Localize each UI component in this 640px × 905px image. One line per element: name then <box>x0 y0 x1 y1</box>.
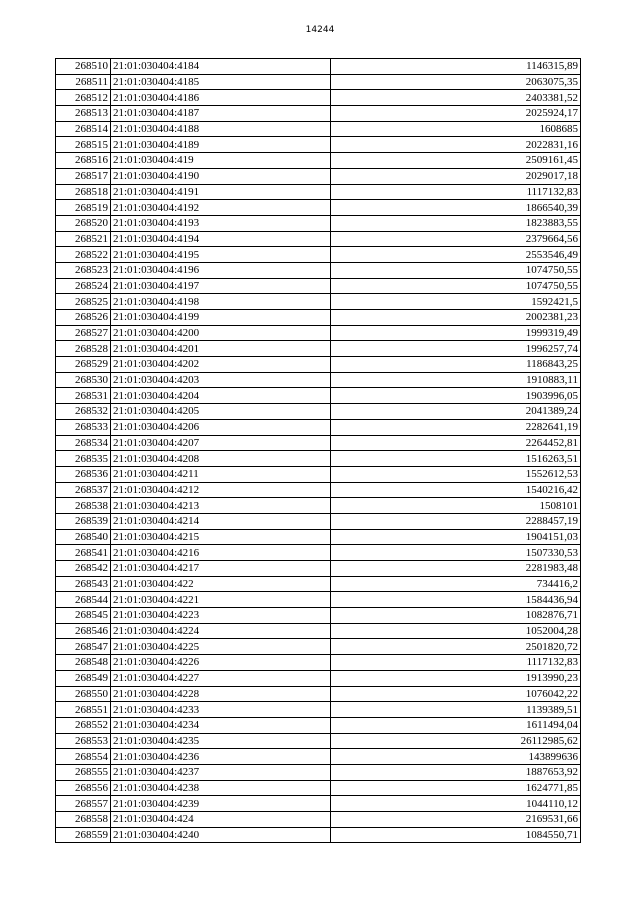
cadastral-number-cell: 21:01:030404:4206 <box>111 419 331 435</box>
cadastral-value-cell: 1584436,94 <box>331 592 581 608</box>
cadastral-value-cell: 1913990,23 <box>331 670 581 686</box>
cadastral-number-cell: 21:01:030404:4211 <box>111 466 331 482</box>
cadastral-value-cell: 2169531,66 <box>331 812 581 828</box>
cadastral-number-cell: 21:01:030404:4200 <box>111 325 331 341</box>
cadastral-value-cell: 2282641,19 <box>331 419 581 435</box>
table-body <box>56 59 581 843</box>
cadastral-number-cell: 21:01:030404:419 <box>111 153 331 169</box>
row-number-cell: 268527 <box>56 325 111 341</box>
cadastral-value-cell: 2379664,56 <box>331 231 581 247</box>
cadastral-number-cell: 21:01:030404:4197 <box>111 278 331 294</box>
table-row <box>56 466 581 482</box>
row-number-cell: 268552 <box>56 717 111 733</box>
cadastral-value-cell: 2041389,24 <box>331 404 581 420</box>
cadastral-number-cell: 21:01:030404:4191 <box>111 184 331 200</box>
table-row <box>56 372 581 388</box>
table-row <box>56 419 581 435</box>
table-row <box>56 608 581 624</box>
row-number-cell: 268555 <box>56 764 111 780</box>
row-number-cell: 268519 <box>56 200 111 216</box>
table-row <box>56 655 581 671</box>
cadastral-value-cell: 1084550,71 <box>331 827 581 843</box>
table-row <box>56 529 581 545</box>
cadastral-value-cell: 1552612,53 <box>331 466 581 482</box>
cadastral-number-cell: 21:01:030404:422 <box>111 576 331 592</box>
table-row <box>56 388 581 404</box>
row-number-cell: 268526 <box>56 310 111 326</box>
row-number-cell: 268544 <box>56 592 111 608</box>
cadastral-value-cell: 1608685 <box>331 121 581 137</box>
cadastral-number-cell: 21:01:030404:4234 <box>111 717 331 733</box>
cadastral-value-cell: 1117132,83 <box>331 655 581 671</box>
row-number-cell: 268531 <box>56 388 111 404</box>
cadastral-number-cell: 21:01:030404:4207 <box>111 435 331 451</box>
cadastral-value-cell: 1074750,55 <box>331 278 581 294</box>
table-row <box>56 639 581 655</box>
table-row <box>56 59 581 75</box>
cadastral-value-cell: 2002381,23 <box>331 310 581 326</box>
cadastral-number-cell: 21:01:030404:4187 <box>111 106 331 122</box>
table-row <box>56 498 581 514</box>
cadastral-value-cell: 1044110,12 <box>331 796 581 812</box>
cadastral-value-cell: 1996257,74 <box>331 341 581 357</box>
table-row <box>56 623 581 639</box>
cadastral-number-cell: 21:01:030404:4196 <box>111 262 331 278</box>
table-row <box>56 231 581 247</box>
table-row <box>56 247 581 263</box>
cadastral-value-cell: 2501820,72 <box>331 639 581 655</box>
row-number-cell: 268525 <box>56 294 111 310</box>
row-number-cell: 268536 <box>56 466 111 482</box>
cadastral-number-cell: 21:01:030404:4235 <box>111 733 331 749</box>
cadastral-value-cell: 1052004,28 <box>331 623 581 639</box>
cadastral-number-cell: 21:01:030404:4190 <box>111 168 331 184</box>
cadastral-value-cell: 1082876,71 <box>331 608 581 624</box>
cadastral-value-cell: 1887653,92 <box>331 764 581 780</box>
cadastral-number-cell: 21:01:030404:4205 <box>111 404 331 420</box>
table-row <box>56 137 581 153</box>
row-number-cell: 268515 <box>56 137 111 153</box>
cadastral-number-cell: 21:01:030404:4189 <box>111 137 331 153</box>
cadastral-value-cell: 2025924,17 <box>331 106 581 122</box>
cadastral-number-cell: 21:01:030404:4223 <box>111 608 331 624</box>
cadastral-number-cell: 21:01:030404:4227 <box>111 670 331 686</box>
cadastral-value-cell: 1074750,55 <box>331 262 581 278</box>
cadastral-number-cell: 21:01:030404:4216 <box>111 545 331 561</box>
cadastral-number-cell: 21:01:030404:4201 <box>111 341 331 357</box>
cadastral-value-cell: 734416,2 <box>331 576 581 592</box>
row-number-cell: 268546 <box>56 623 111 639</box>
row-number-cell: 268520 <box>56 215 111 231</box>
table-row <box>56 764 581 780</box>
table-row <box>56 702 581 718</box>
cadastral-number-cell: 21:01:030404:4221 <box>111 592 331 608</box>
cadastral-number-cell: 21:01:030404:4188 <box>111 121 331 137</box>
cadastral-value-cell: 143899636 <box>331 749 581 765</box>
table-row <box>56 200 581 216</box>
cadastral-value-cell: 2553546,49 <box>331 247 581 263</box>
cadastral-value-cell: 2281983,48 <box>331 561 581 577</box>
page-number: 14244 <box>305 25 335 35</box>
row-number-cell: 268529 <box>56 357 111 373</box>
row-number-cell: 268549 <box>56 670 111 686</box>
cadastral-number-cell: 21:01:030404:4217 <box>111 561 331 577</box>
table-row <box>56 294 581 310</box>
row-number-cell: 268543 <box>56 576 111 592</box>
row-number-cell: 268542 <box>56 561 111 577</box>
cadastral-number-cell: 21:01:030404:4212 <box>111 482 331 498</box>
cadastral-number-cell: 21:01:030404:4226 <box>111 655 331 671</box>
table-row <box>56 90 581 106</box>
row-number-cell: 268532 <box>56 404 111 420</box>
cadastral-value-cell: 2063075,35 <box>331 74 581 90</box>
row-number-cell: 268518 <box>56 184 111 200</box>
cadastral-number-cell: 21:01:030404:424 <box>111 812 331 828</box>
table-row <box>56 733 581 749</box>
table-row <box>56 341 581 357</box>
row-number-cell: 268517 <box>56 168 111 184</box>
cadastral-value-cell: 1624771,85 <box>331 780 581 796</box>
cadastral-number-cell: 21:01:030404:4228 <box>111 686 331 702</box>
table-row <box>56 592 581 608</box>
row-number-cell: 268538 <box>56 498 111 514</box>
row-number-cell: 268513 <box>56 106 111 122</box>
row-number-cell: 268541 <box>56 545 111 561</box>
cadastral-value-cell: 2403381,52 <box>331 90 581 106</box>
row-number-cell: 268548 <box>56 655 111 671</box>
cadastral-number-cell: 21:01:030404:4198 <box>111 294 331 310</box>
row-number-cell: 268539 <box>56 513 111 529</box>
table-row <box>56 310 581 326</box>
table-row <box>56 153 581 169</box>
table-row <box>56 278 581 294</box>
cadastral-number-cell: 21:01:030404:4239 <box>111 796 331 812</box>
cadastral-value-table <box>55 58 581 843</box>
cadastral-number-cell: 21:01:030404:4199 <box>111 310 331 326</box>
cadastral-value-cell: 1592421,5 <box>331 294 581 310</box>
cadastral-number-cell: 21:01:030404:4240 <box>111 827 331 843</box>
row-number-cell: 268523 <box>56 262 111 278</box>
cadastral-value-cell: 1076042,22 <box>331 686 581 702</box>
cadastral-value-cell: 1186843,25 <box>331 357 581 373</box>
cadastral-number-cell: 21:01:030404:4238 <box>111 780 331 796</box>
cadastral-value-cell: 1507330,53 <box>331 545 581 561</box>
row-number-cell: 268510 <box>56 59 111 75</box>
table-row <box>56 812 581 828</box>
table-row <box>56 74 581 90</box>
table-row <box>56 168 581 184</box>
table-row <box>56 121 581 137</box>
cadastral-value-cell: 2264452,81 <box>331 435 581 451</box>
table-row <box>56 404 581 420</box>
row-number-cell: 268558 <box>56 812 111 828</box>
table-row <box>56 780 581 796</box>
cadastral-value-cell: 1823883,55 <box>331 215 581 231</box>
row-number-cell: 268514 <box>56 121 111 137</box>
cadastral-number-cell: 21:01:030404:4204 <box>111 388 331 404</box>
row-number-cell: 268554 <box>56 749 111 765</box>
row-number-cell: 268553 <box>56 733 111 749</box>
cadastral-number-cell: 21:01:030404:4203 <box>111 372 331 388</box>
cadastral-number-cell: 21:01:030404:4236 <box>111 749 331 765</box>
table-row <box>56 545 581 561</box>
table-row <box>56 184 581 200</box>
cadastral-number-cell: 21:01:030404:4192 <box>111 200 331 216</box>
cadastral-value-cell: 2288457,19 <box>331 513 581 529</box>
table-row <box>56 670 581 686</box>
cadastral-number-cell: 21:01:030404:4193 <box>111 215 331 231</box>
table-row <box>56 357 581 373</box>
table-row <box>56 796 581 812</box>
row-number-cell: 268550 <box>56 686 111 702</box>
row-number-cell: 268537 <box>56 482 111 498</box>
cadastral-value-cell: 1516263,51 <box>331 451 581 467</box>
table-row <box>56 435 581 451</box>
table-row <box>56 106 581 122</box>
cadastral-value-cell: 1866540,39 <box>331 200 581 216</box>
table-row <box>56 513 581 529</box>
row-number-cell: 268512 <box>56 90 111 106</box>
cadastral-number-cell: 21:01:030404:4186 <box>111 90 331 106</box>
row-number-cell: 268516 <box>56 153 111 169</box>
cadastral-number-cell: 21:01:030404:4225 <box>111 639 331 655</box>
cadastral-value-cell: 1904151,03 <box>331 529 581 545</box>
row-number-cell: 268528 <box>56 341 111 357</box>
cadastral-value-cell: 1508101 <box>331 498 581 514</box>
row-number-cell: 268524 <box>56 278 111 294</box>
cadastral-value-cell: 2022831,16 <box>331 137 581 153</box>
cadastral-number-cell: 21:01:030404:4215 <box>111 529 331 545</box>
row-number-cell: 268534 <box>56 435 111 451</box>
table-row <box>56 686 581 702</box>
cadastral-value-cell: 1910883,11 <box>331 372 581 388</box>
table-row <box>56 482 581 498</box>
table-row <box>56 576 581 592</box>
table-row <box>56 215 581 231</box>
row-number-cell: 268522 <box>56 247 111 263</box>
table-row <box>56 749 581 765</box>
cadastral-number-cell: 21:01:030404:4185 <box>111 74 331 90</box>
cadastral-number-cell: 21:01:030404:4237 <box>111 764 331 780</box>
cadastral-number-cell: 21:01:030404:4224 <box>111 623 331 639</box>
table-row <box>56 325 581 341</box>
cadastral-value-cell: 1146315,89 <box>331 59 581 75</box>
row-number-cell: 268530 <box>56 372 111 388</box>
cadastral-number-cell: 21:01:030404:4184 <box>111 59 331 75</box>
table-row <box>56 827 581 843</box>
cadastral-number-cell: 21:01:030404:4195 <box>111 247 331 263</box>
table-row <box>56 451 581 467</box>
cadastral-value-cell: 2509161,45 <box>331 153 581 169</box>
row-number-cell: 268559 <box>56 827 111 843</box>
cadastral-number-cell: 21:01:030404:4214 <box>111 513 331 529</box>
cadastral-number-cell: 21:01:030404:4202 <box>111 357 331 373</box>
row-number-cell: 268533 <box>56 419 111 435</box>
cadastral-value-cell: 1903996,05 <box>331 388 581 404</box>
cadastral-value-cell: 1117132,83 <box>331 184 581 200</box>
row-number-cell: 268511 <box>56 74 111 90</box>
cadastral-value-cell: 1611494,04 <box>331 717 581 733</box>
row-number-cell: 268540 <box>56 529 111 545</box>
cadastral-number-cell: 21:01:030404:4213 <box>111 498 331 514</box>
cadastral-value-cell: 26112985,62 <box>331 733 581 749</box>
cadastral-value-cell: 1139389,51 <box>331 702 581 718</box>
row-number-cell: 268551 <box>56 702 111 718</box>
cadastral-value-cell: 1540216,42 <box>331 482 581 498</box>
cadastral-value-cell: 1999319,49 <box>331 325 581 341</box>
table-row <box>56 561 581 577</box>
row-number-cell: 268556 <box>56 780 111 796</box>
cadastral-number-cell: 21:01:030404:4194 <box>111 231 331 247</box>
cadastral-number-cell: 21:01:030404:4208 <box>111 451 331 467</box>
table-row <box>56 717 581 733</box>
row-number-cell: 268557 <box>56 796 111 812</box>
table-row <box>56 262 581 278</box>
row-number-cell: 268547 <box>56 639 111 655</box>
cadastral-number-cell: 21:01:030404:4233 <box>111 702 331 718</box>
row-number-cell: 268545 <box>56 608 111 624</box>
row-number-cell: 268535 <box>56 451 111 467</box>
cadastral-value-cell: 2029017,18 <box>331 168 581 184</box>
row-number-cell: 268521 <box>56 231 111 247</box>
